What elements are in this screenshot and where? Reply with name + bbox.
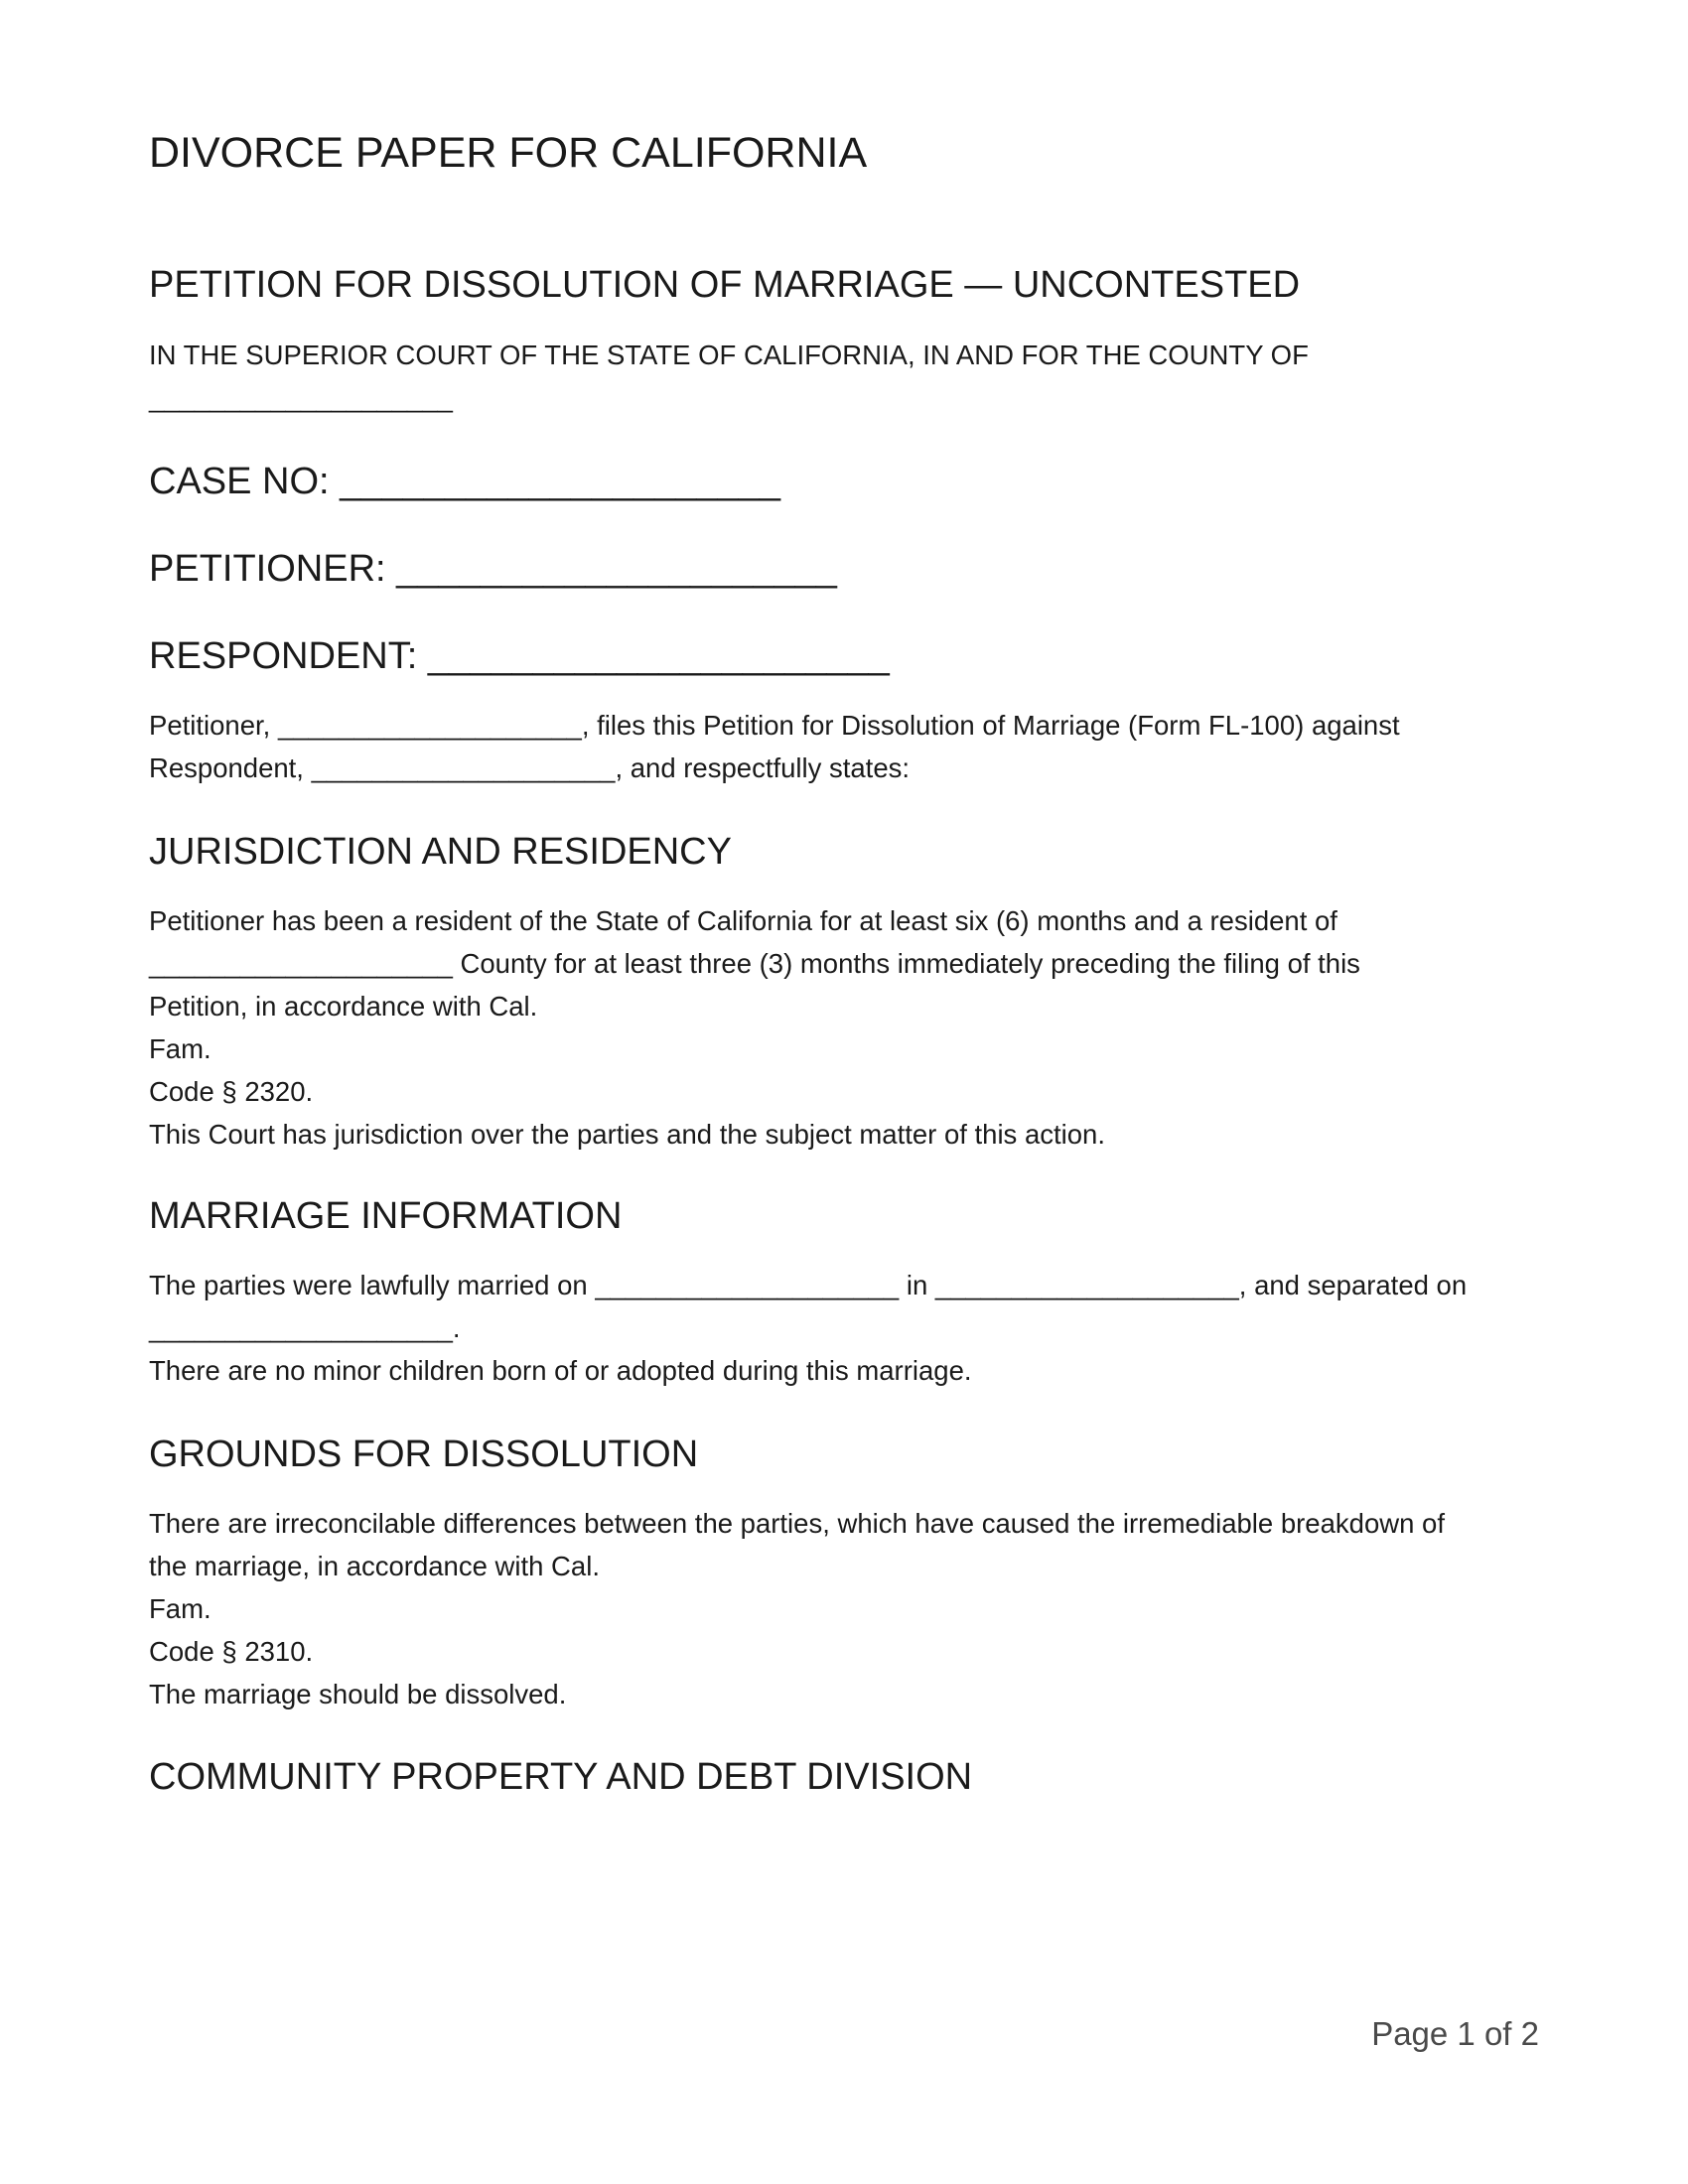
jurisdiction-line: Petition, in accordance with Cal. (149, 991, 538, 1022)
respondent-field: RESPONDENT: ______________________ (149, 635, 890, 677)
jurisdiction-line: Code § 2320. (149, 1076, 314, 1107)
petitioner-field: PETITIONER: _____________________ (149, 548, 837, 590)
jurisdiction-heading: JURISDICTION AND RESIDENCY (149, 831, 732, 873)
case-number-field: CASE NO: _____________________ (149, 461, 780, 502)
grounds-line: Fam. (149, 1593, 211, 1624)
marriage-line: There are no minor children born of or adopted during this marriage. (149, 1355, 972, 1386)
grounds-heading: GROUNDS FOR DISSOLUTION (149, 1433, 699, 1475)
intro-line: Respondent, ____________________, and respectfully states: (149, 752, 911, 783)
intro-line: Petitioner, ____________________, files this Petition for Dissolution of Marriage (Form FL-100) against (149, 710, 1400, 741)
marriage-paragraph (149, 1264, 1539, 1392)
grounds-paragraph (149, 1502, 1539, 1715)
jurisdiction-line: Petitioner has been a resident of the State of California for at least six (6) months and a resident of (149, 905, 1337, 936)
intro-paragraph (149, 704, 1539, 789)
marriage-line: ____________________. (149, 1312, 461, 1343)
page-number: Page 1 of 2 (1371, 2015, 1539, 2052)
jurisdiction-line: ____________________ County for at least three (3) months immediately preceding the filing of this (149, 948, 1360, 979)
court-paragraph (149, 334, 1539, 419)
marriage-line: The parties were lawfully married on ____________________ in ____________________, and separated on (149, 1270, 1468, 1300)
petition-heading: PETITION FOR DISSOLUTION OF MARRIAGE — UNCONTESTED (149, 264, 1301, 306)
grounds-line: There are irreconcilable differences between the parties, which have caused the irremediable breakdown of (149, 1508, 1445, 1539)
jurisdiction-paragraph (149, 899, 1539, 1156)
court-line: IN THE SUPERIOR COURT OF THE STATE OF CALIFORNIA, IN AND FOR THE COUNTY OF (149, 340, 1309, 370)
grounds-line: the marriage, in accordance with Cal. (149, 1551, 600, 1581)
county-blank: ____________________ (149, 382, 453, 413)
grounds-line: Code § 2310. (149, 1636, 314, 1667)
grounds-line: The marriage should be dissolved. (149, 1679, 567, 1709)
jurisdiction-line: This Court has jurisdiction over the parties and the subject matter of this action. (149, 1119, 1105, 1150)
property-heading: COMMUNITY PROPERTY AND DEBT DIVISION (149, 1756, 973, 1798)
jurisdiction-line: Fam. (149, 1033, 211, 1064)
marriage-heading: MARRIAGE INFORMATION (149, 1195, 623, 1237)
document-title: DIVORCE PAPER FOR CALIFORNIA (149, 129, 868, 177)
